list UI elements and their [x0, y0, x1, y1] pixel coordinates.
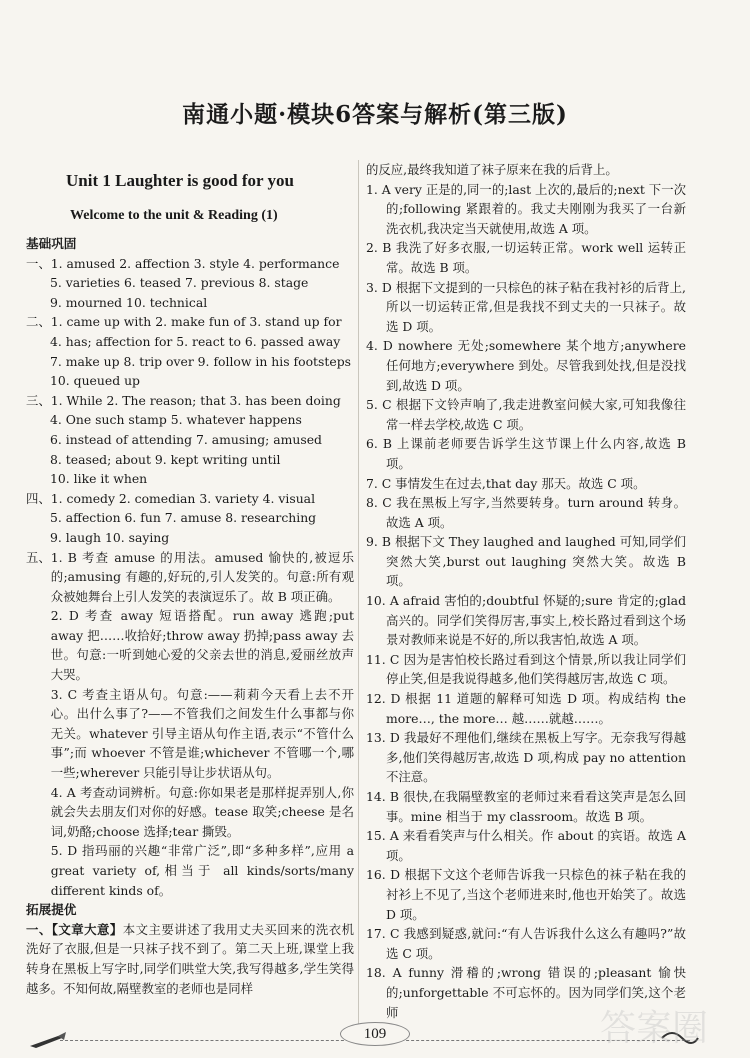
answer-row-label: [26, 528, 50, 548]
watermark: 答案圈: [600, 1008, 709, 1049]
explanation-item: 15. A 来看看笑声与什么相关。作 about 的宾语。故选 A 项。: [366, 828, 686, 863]
answer-row-text: 8. teased; about 9. kept writing until: [50, 451, 281, 467]
explanation-item: 3. D 根据下文提到的一只棕色的袜子粘在我衬衫的后背上,所以一切运转正常,但是我找不到丈夫的一只袜子。故选 D 项。: [366, 279, 686, 334]
answer-row-text: 1. comedy 2. comedian 3. variety 4. visual: [50, 490, 316, 506]
answer-row: [26, 352, 354, 372]
answer-row-text: 1. amused 2. affection 3. style 4. performance: [50, 255, 340, 271]
answer-row-text: 4. has; affection for 5. react to 6. passed away: [50, 333, 341, 349]
section-five-label: 五、: [26, 549, 51, 565]
answer-row: [26, 450, 354, 470]
answer-row-label: [26, 410, 50, 430]
answer-row: [26, 469, 354, 489]
right-items: [366, 180, 686, 1023]
column-divider: [358, 160, 359, 1040]
extend-text: 本文主要讲述了我用丈夫买回来的洗衣机洗好了衣服,但是一只袜子找不到了。第二天上班,课堂上我转身在黑板上写字时,同学们哄堂大笑,我写得越多,学生笑得越多。不知何故,隔壁教室的老师也是同样: [26, 921, 354, 996]
answer-row: [26, 254, 354, 274]
section-title: Welcome to the unit & Reading (1): [70, 208, 278, 223]
answer-row: [26, 410, 354, 430]
answer-row: [26, 273, 354, 293]
explanation-item: 17. C 我感到疑惑,就问:“有人告诉我什么这么有趣吗?”故选 C 项。: [366, 926, 686, 961]
explanation-item: 2. B 我洗了好多衣服,一切运转正常。work well 运转正常。故选 B 项。: [366, 240, 686, 275]
answer-row-label: 二、: [26, 314, 51, 330]
explanation-item: 9. B 根据下文 They laughed and laughed 可知,同学们突然大笑,burst out laughing 突然大笑。故选 B 项。: [366, 534, 686, 589]
explanation-item: 8. C 我在黑板上写字,当然要转身。turn around 转身。故选 A 项。: [366, 495, 686, 530]
explanation-item: 11. C 因为是害怕校长路过看到这个情景,所以我让同学们停止笑,但是我说得越多,他们笑得越厉害,故选 C 项。: [366, 651, 686, 687]
explanation-item: 4. A 考查动词辨析。句意:你如果老是那样捉弄别人,你就会失去朋友们对你的好感。tease 取笑;cheese 是名词,奶酪;choose 选择;tear 撕毁。: [50, 784, 354, 839]
explanation-item: 16. D 根据下文这个老师告诉我一只棕色的袜子粘在我的衬衫上不见了,当这个老师进来时,他也开始笑了。故选 D 项。: [366, 867, 686, 922]
answer-row: [26, 391, 354, 411]
answer-row-text: 1. While 2. The reason; that 3. has been doing: [50, 392, 341, 408]
explanation-item: 12. D 根据 11 道题的解释可知选 D 项。构成结构 the more…, the more… 越……就越……。: [366, 691, 686, 726]
section-five-items: [51, 548, 354, 901]
answer-row-text: 9. mourned 10. technical: [50, 294, 208, 310]
answer-row-label: 三、: [26, 392, 51, 408]
explanation-item: 2. D 考查 away 短语搭配。run away 逃跑;put away 把……收拾好;throw away 扔掉;pass away 去世。句意:一听到她心爱的父亲去世的消息,爱丽丝放声大哭。: [50, 608, 354, 683]
answer-row-text: 4. One such stamp 5. whatever happens: [50, 412, 302, 428]
explanation-item: 18. A funny 滑稽的;wrong 错误的;pleasant 愉快的;unforgettable 不可忘怀的。因为同学们笑,这个老师: [366, 965, 686, 1020]
page-number: 109: [340, 1022, 410, 1046]
page-title: 南通小题·模块6答案与解析(第三版): [182, 101, 568, 128]
explanation-item: 5. C 根据下文铃声响了,我走进教室问候大家,可知我像往常一样去学校,故选 C 项。: [366, 397, 686, 432]
explanation-item: 5. D 指玛丽的兴趣“非常广泛”,即“多种多样”,应用 a great variety of,相当于 all kinds/sorts/many different kinds of。: [50, 843, 354, 898]
answer-row-text: 10. queued up: [50, 373, 140, 389]
left-column: [26, 168, 354, 998]
answer-row-label: [26, 371, 50, 391]
basic-answers: [26, 254, 354, 548]
extend-summary: [26, 920, 354, 998]
explanation-item: 7. C 事情发生在过去,that day 那天。故选 C 项。: [366, 475, 646, 491]
answer-row-label: [26, 352, 50, 372]
answer-row-label: [26, 430, 50, 450]
right-column: [366, 160, 686, 1022]
explanation-item: 13. D 我最好不理他们,继续在黑板上写字。无奈我写得越多,他们笑得越厉害,故选 D 项,构成 pay no attention 不注意。: [366, 730, 686, 785]
section-five: [26, 548, 354, 901]
explanation-item: 10. A afraid 害怕的;doubtful 怀疑的;sure 肯定的;glad 高兴的。同学们笑得厉害,事实上,校长路过看到这个场景对教师来说是不好的,所以我害怕,故选 A 项。: [366, 593, 686, 648]
extend-tag: 【文章大意】: [51, 921, 123, 937]
answer-row-label: [26, 508, 50, 528]
answer-row: [26, 332, 354, 352]
answer-row-text: 7. make up 8. trip over 9. follow in his footsteps: [50, 353, 351, 369]
answer-row-label: [26, 469, 50, 489]
answer-row: [26, 312, 354, 332]
explanation-item: 14. B 很快,在我隔壁教室的老师过来看看这笑声是怎么回事。mine 相当于 my classroom。故选 B 项。: [366, 789, 686, 824]
answer-row: [26, 489, 354, 509]
extend-label: 一、: [26, 921, 52, 937]
answer-row-text: 1. came up with 2. make fun of 3. stand up for: [50, 314, 342, 330]
right-intro: 的反应,最终我知道了袜子原来在我的后背上。: [366, 162, 618, 177]
answer-row: [26, 430, 354, 450]
explanation-item: 6. B 上课前老师要告诉学生这节课上什么内容,故选 B 项。: [366, 436, 686, 471]
extend-heading: 拓展提优: [26, 902, 77, 918]
answer-row: [26, 508, 354, 528]
explanation-item: 4. D nowhere 无处;somewhere 某个地方;anywhere 任何地方;everywhere 到处。尽管我到处找,但是没找到,故选 D 项。: [366, 338, 686, 393]
unit-title: Unit 1 Laughter is good for you: [66, 171, 294, 190]
answer-row-text: 10. like it when: [50, 471, 148, 487]
explanation-item: 1. A very 正是的,同一的;last 上次的,最后的;next 下一次的;following 紧跟着的。我丈夫刚刚为我买了一台新洗衣机,我决定当天就使用,故选 A 项。: [366, 181, 686, 236]
explanation-item: 3. C 考查主语从句。句意:——莉莉今天看上去不开心。出什么事了?——不管我们之间发生什么事都与你无关。whatever 引导主语从句作主语,表示“不管什么事”;而 whoever 不管是谁;whichever 不管哪一个,哪一些;wherever 只能引导让步状语从句。: [50, 686, 354, 781]
answer-row-label: [26, 273, 50, 293]
answer-row: [26, 371, 354, 391]
answer-row: [26, 528, 354, 548]
answer-row-label: 一、: [26, 255, 51, 271]
answer-row-label: [26, 332, 50, 352]
answer-row-label: [26, 450, 50, 470]
answer-row: [26, 293, 354, 313]
answer-row-label: [26, 293, 50, 313]
explanation-item: 1. B 考查 amuse 的用法。amused 愉快的,被逗乐的;amusing 有趣的,好玩的,引人发笑的。句意:所有观众被她舞台上引人发笑的表演逗乐了。故 B 项正确。: [50, 549, 354, 604]
answer-row-text: 5. affection 6. fun 7. amuse 8. researching: [50, 510, 317, 526]
answer-row-text: 9. laugh 10. saying: [50, 529, 170, 545]
answer-row-label: 四、: [26, 490, 51, 506]
answer-row-text: 6. instead of attending 7. amusing; amused: [50, 431, 322, 447]
answer-row-text: 5. varieties 6. teased 7. previous 8. stage: [50, 275, 309, 291]
basic-heading: 基础巩固: [26, 236, 77, 251]
